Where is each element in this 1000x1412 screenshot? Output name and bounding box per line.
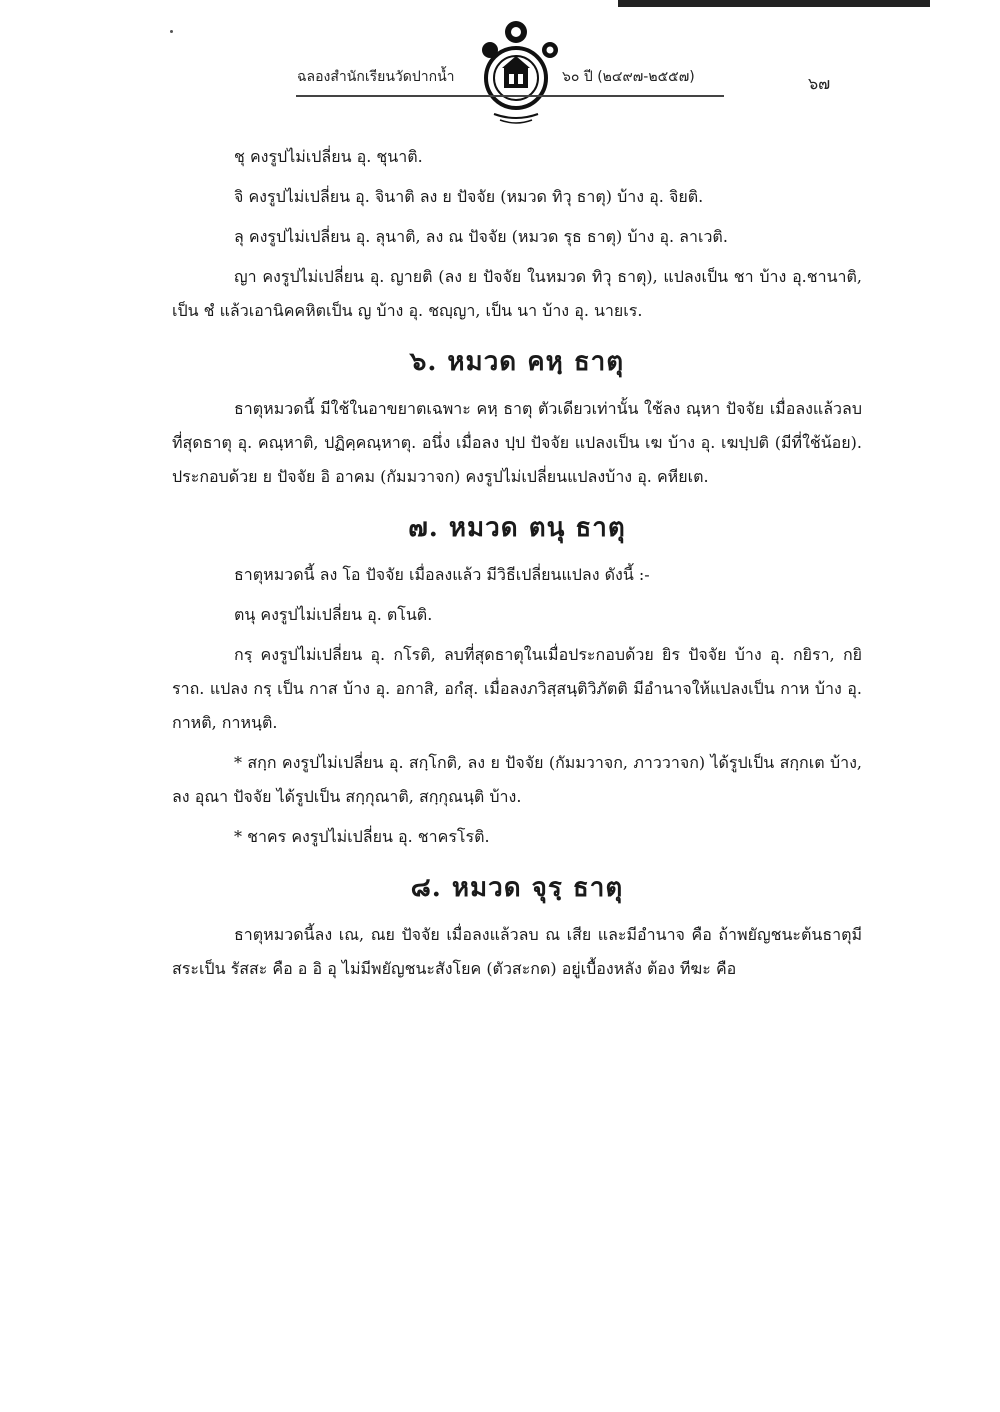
header-center-text: ๖๐ ปี (๒๔๙๗-๒๕๕๗) xyxy=(562,69,695,85)
paragraph: ญา คงรูปไม่เปลี่ยน อุ. ญายติ (ลง ย ปัจจัย ในหมวด ทิวุ ธาตุ), แปลงเป็น ชา บ้าง อุ.ชานาติ, เป็น ชํ แล้วเอานิคคหิตเป็น ญ บ้าง อุ. ชญฺญา, เป็น นา บ้าง อุ. นายเร. xyxy=(172,267,862,320)
paragraph: ธาตุหมวดนี้ มีใช้ในอาขยาตเฉพาะ คหฺ ธาตุ ตัวเดียวเท่านั้น ใช้ลง ณฺหา ปัจจัย เมื่อลงแล้วลบที่สุดธาตุ อุ. คณฺหาติ, ปฏิคฺคณฺหาตุ. อนึ่ง เมื่อลง ปฺป ปัจจัย แปลงเป็น เฆ บ้าง อุ. เฆปฺปติ (มีที่ใช้น้อย). ประกอบด้วย ย ปัจจัย อิ อาคม (กัมมวาจก) คงรูปไม่เปลี่ยนแปลงบ้าง อุ. คหียเต. xyxy=(172,399,862,486)
page-body xyxy=(172,140,862,992)
page-header xyxy=(0,0,1000,130)
page-number: ๖๗ xyxy=(808,74,831,93)
header-underline xyxy=(296,95,724,97)
paragraph: ตนุ คงรูปไม่เปลี่ยน อุ. ตโนติ. xyxy=(234,605,433,624)
paragraph: ธาตุหมวดนี้ลง เณ, ณย ปัจจัย เมื่อลงแล้วลบ ณ เสีย และมีอำนาจ คือ ถ้าพยัญชนะต้นธาตุมีสระเป็น รัสสะ คือ อ อิ อุ ไม่มีพยัญชนะสังโยค (ตัวสะกด) อยู่เบื้องหลัง ต้อง ทีฆะ คือ xyxy=(172,925,862,978)
paragraph: ธาตุหมวดนี้ ลง โอ ปัจจัย เมื่อลงแล้ว มีวิธีเปลี่ยนแปลง ดังนี้ :- xyxy=(234,565,650,584)
temple-emblem-icon xyxy=(476,18,566,128)
paragraph: * ชาคร คงรูปไม่เปลี่ยน อุ. ชาครโรติ. xyxy=(234,827,490,846)
section-heading-8: ๘. หมวด จุรฺ ธาตุ xyxy=(410,873,624,903)
section-heading-7: ๗. หมวด ตนุ ธาตุ xyxy=(408,513,626,543)
paragraph: กรฺ คงรูปไม่เปลี่ยน อุ. กโรติ, ลบที่สุดธาตุในเมื่อประกอบด้วย ยิร ปัจจัย บ้าง อุ. กยิรา, กยิราถ. แปลง กรฺ เป็น กาส บ้าง อุ. อกาสิ, อกํสุ. เมื่อลงภวิสฺสนฺติวิภัตติ มีอำนาจให้แปลงเป็น กาห บ้าง อุ. กาหติ, กาหนฺติ. xyxy=(172,645,862,732)
section-heading-6: ๖. หมวด คหฺ ธาตุ xyxy=(409,347,625,377)
paragraph: ลุ คงรูปไม่เปลี่ยน อุ. ลุนาติ, ลง ณ ปัจจัย (หมวด รุธ ธาตุ) บ้าง อุ. ลาเวติ. xyxy=(234,227,728,246)
paragraph: จิ คงรูปไม่เปลี่ยน อุ. จินาติ ลง ย ปัจจัย (หมวด ทิวุ ธาตุ) บ้าง อุ. จิยติ. xyxy=(234,187,704,206)
paragraph: ชุ คงรูปไม่เปลี่ยน อุ. ชุนาติ. xyxy=(234,147,423,166)
paragraph: * สกฺก คงรูปไม่เปลี่ยน อุ. สกฺโกติ, ลง ย ปัจจัย (กัมมวาจก, ภาววาจก) ได้รูปเป็น สกฺกเต บ้าง, ลง อุณา ปัจจัย ได้รูปเป็น สกฺกุณาติ, สกฺกุณนฺติ บ้าง. xyxy=(172,753,862,806)
header-left-text: ฉลองสำนักเรียนวัดปากน้ำ xyxy=(297,69,455,85)
